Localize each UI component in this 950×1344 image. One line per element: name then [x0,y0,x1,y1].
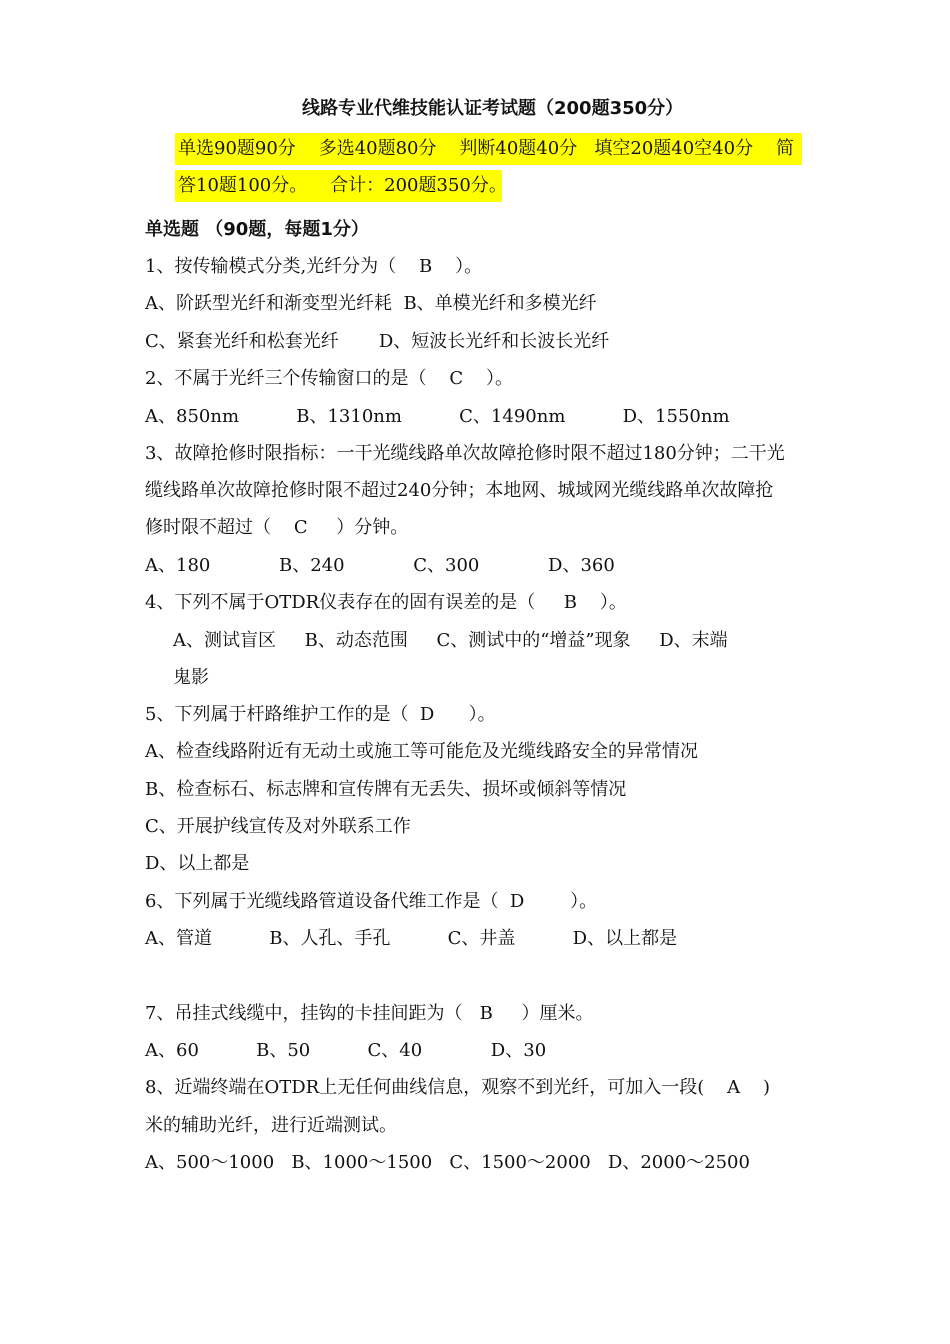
question-5-stem: 5、下列属于杆路维护工作的是（ D ）。 [145,704,496,725]
question-4-options: A、测试盲区 B、动态范围 C、测试中的“增益”现象 D、末端 [173,630,728,651]
question-4-options: 鬼影 [173,667,209,688]
question-6-options: A、管道 B、人孔、手孔 C、井盖 D、以上都是 [145,928,678,949]
question-5-options: A、检查线路附近有无动土或施工等可能危及光缆线路安全的异常情况 [145,741,698,762]
summary-line-1: 单选90题90分 多选40题80分 判断40题40分 填空20题40空40分 简 [178,138,794,159]
question-3-stem: 3、故障抢修时限指标：一干光缆线路单次故障抢修时限不超过180分钟；二干光 [145,443,785,464]
question-8-stem: 米的辅助光纤，进行近端测试。 [145,1115,397,1136]
question-7-options: A、60 B、50 C、40 D、30 [145,1040,547,1061]
question-2-stem: 2、不属于光纤三个传输窗口的是（ C ）。 [145,368,513,389]
question-7-stem: 7、吊挂式线缆中，挂钩的卡挂间距为（ B ）厘米。 [145,1003,594,1024]
question-4-stem: 4、下列不属于OTDR仪表存在的固有误差的是（ B ）。 [145,592,627,613]
section-title: 单选题 （90题，每题1分） [145,219,369,240]
question-5-options: D、以上都是 [145,853,250,874]
question-3-stem: 修时限不超过（ C ）分钟。 [145,517,409,538]
question-1-options: C、紧套光纤和松套光纤 D、短波长光纤和长波长光纤 [145,331,610,352]
summary-line-2: 答10题100分。 合计：200题350分。 [178,175,507,196]
question-8-options: A、500～1000 B、1000～1500 C、1500～2000 D、2000～2500 [145,1152,750,1173]
question-3-stem: 缆线路单次故障抢修时限不超过240分钟；本地网、城域网光缆线路单次故障抢 [145,480,774,501]
question-3-options: A、180 B、240 C、300 D、360 [145,555,615,576]
question-6-stem: 6、下列属于光缆线路管道设备代维工作是（ D ）。 [145,891,598,912]
question-1-stem: 1、按传输模式分类,光纤分为（ B ）。 [145,256,483,277]
question-5-options: C、开展护线宣传及对外联系工作 [145,816,411,837]
question-8-stem: 8、近端终端在OTDR上无任何曲线信息，观察不到光纤，可加入一段( A ) [145,1077,771,1098]
question-5-options: B、检查标石、标志牌和宣传牌有无丢失、损坏或倾斜等情况 [145,779,627,800]
exam-title: 线路专业代维技能认证考试题（200题350分） [302,98,684,119]
question-2-options: A、850nm B、1310nm C、1490nm D、1550nm [145,406,730,427]
question-1-options: A、阶跃型光纤和渐变型光纤耗 B、单模光纤和多模光纤 [145,293,597,314]
